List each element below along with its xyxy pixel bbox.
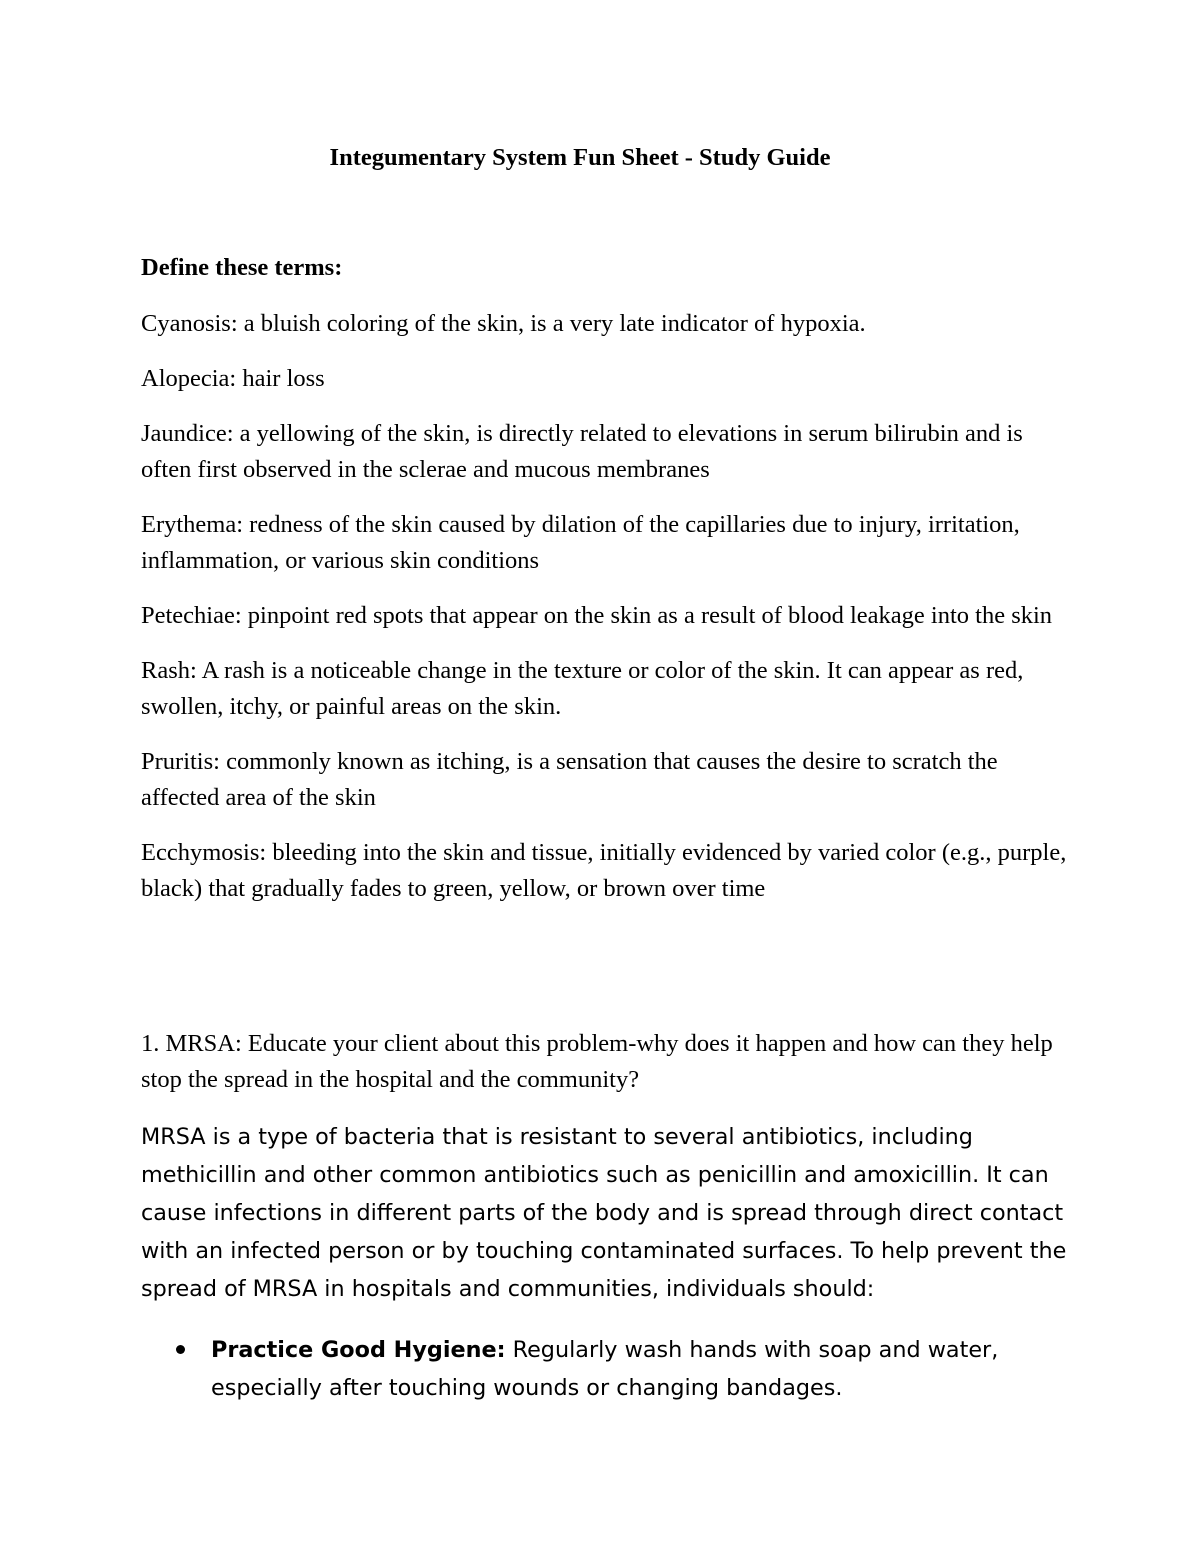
term-rash: Rash: A rash is a noticeable change in the texture or color of the skin. It can appear as red, swollen, itchy, or painful areas on the skin. — [141, 657, 1024, 720]
terms-list — [141, 306, 1071, 926]
question-mrsa: 1. MRSA: Educate your client about this problem-why does it happen and how can they help stop the spread in the hospital and the community? — [141, 1030, 1053, 1093]
term-cyanosis: Cyanosis: a bluish coloring of the skin, is a very late indicator of hypoxia. — [141, 310, 866, 337]
bullet-dot-icon — [176, 1345, 185, 1354]
define-terms-heading: Define these terms: — [141, 254, 343, 281]
prevention-bullet-list — [172, 1331, 1052, 1407]
term-ecchymosis: Ecchymosis: bleeding into the skin and tissue, initially evidenced by varied color (e.g., purple, black) that gradually fades to green, yellow, or brown over time — [141, 839, 1067, 902]
term-jaundice: Jaundice: a yellowing of the skin, is directly related to elevations in serum bilirubin and is often first observed in the sclerae and mucous membranes — [141, 420, 1023, 483]
term-pruritis: Pruritis: commonly known as itching, is a sensation that causes the desire to scratch the affected area of the skin — [141, 748, 998, 811]
bullet-good-hygiene — [172, 1331, 1052, 1407]
bullet-text: Regularly wash hands with soap and water, especially after touching wounds or changing bandages. — [211, 1337, 999, 1401]
term-petechiae: Petechiae: pinpoint red spots that appear on the skin as a result of blood leakage into the skin — [141, 602, 1053, 629]
answer-mrsa: MRSA is a type of bacteria that is resistant to several antibiotics, including methicillin and other common antibiotics such as penicillin and amoxicillin. It can cause infections in different parts of the body and is spread through direct contact with an infected person or by touching contaminated surfaces. To help prevent the spread of MRSA in hospitals and communities, individuals should: — [141, 1124, 1067, 1302]
bullet-label: Practice Good Hygiene: — [211, 1337, 506, 1363]
term-alopecia: Alopecia: hair loss — [141, 365, 325, 392]
document-title: Integumentary System Fun Sheet - Study Guide — [329, 144, 831, 171]
term-erythema: Erythema: redness of the skin caused by dilation of the capillaries due to injury, irritation, inflammation, or various skin conditions — [141, 511, 1020, 574]
